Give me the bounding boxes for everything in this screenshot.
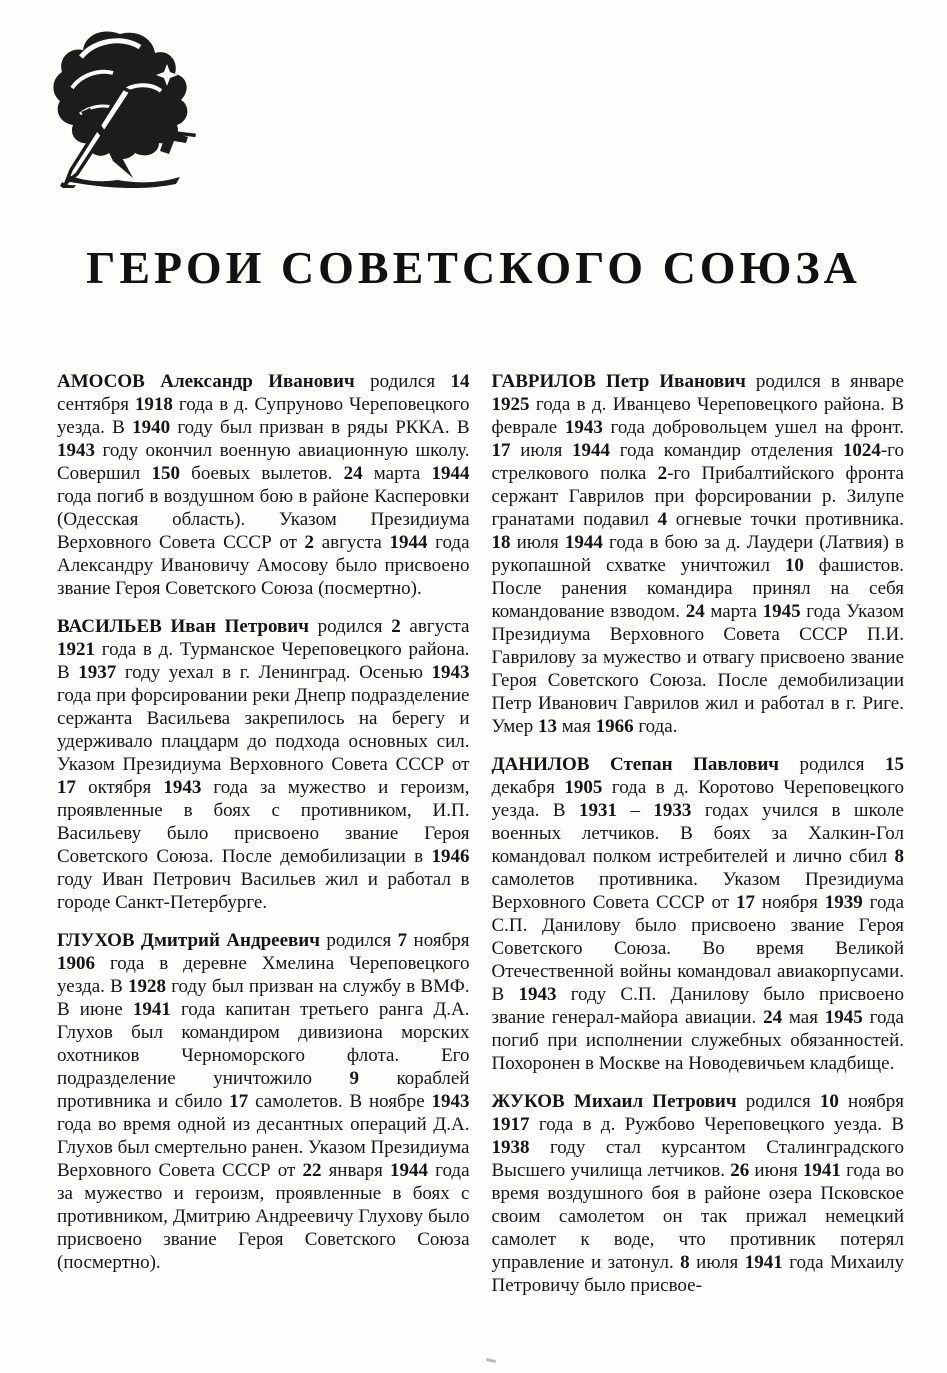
entry-text: родился 15 декабря 1905 года в д. Коротово Череповецкого уезда. В 1931 – 1933 годах учился в школе военных летчиков. В боях за Халкин-Гол командовал полком истребителей и лично сбил 8 самолетов противника. Указом Президиума Верховного Совета СССР от 17 ноября 1939 года С.П. Данилову было присвоено звание Героя Советского Союза. Во время Великой Отечественной войны командовал авиакорпусами. В 1943 году С.П. Данилову было присвоено звание генерал-майора авиации. 24 мая 1945 года погиб при исполнении служебных обязанностей. Похоронен в Москве на Новодевичьем кладбище. (491, 754, 905, 1074)
entry-text: родился 14 сентября 1918 года в д. Супруново Череповецкого уезда. В 1940 году был призван в ряды РККА. В 1943 году окончил военную авиационную школу. Совершил 150 боевых вылетов. 24 марта 1944 года погиб в воздушном бою в районе Касперовки (Одесская область). Указом Президиума Верховного Совета СССР от 2 августа 1944 года Александру Ивановичу Амосову было присвоено звание Героя Советского Союза (посмертно). (57, 371, 470, 599)
entry-text: родился в январе 1925 года в д. Иванцево Череповецкого района. В феврале 1943 года добровольцем ушел на фронт. 17 июля 1944 года командир отделения 1024-го стрелкового полка 2-го Прибалтийского фронта сержант Гаврилов при форсировании р. Зилупе гранатами подавил 4 огневые точки противника. 18 июля 1944 года в бою за д. Лаудери (Латвия) в рукопашной схватке уничтожил 10 фашистов. После ранения командира принял на себя командование взводом. 24 марта 1945 года Указом Президиума Верховного Совета СССР П.И. Гаврилову за мужество и отвагу присвоено звание Героя Советского Союза. После демобилизации Петр Иванович Гаврилов жил и работал в г. Риге. Умер 13 мая 1966 года. (491, 371, 905, 737)
entry-text: родился 2 августа 1921 года в д. Турманское Череповецкого района. В 1937 году уехал в г. Ленинград. Осенью 1943 года при форсировании реки Днепр подразделение сержанта Васильева закрепилось на берегу и удерживало плацдарм до подхода основных сил. Указом Президиума Верховного Совета СССР от 17 октября 1943 года за мужество и героизм, проявленные в боях с противником, И.П. Васильеву было присвоено звание Героя Советского Союза. После демобилизации в 1946 году Иван Петрович Васильев жил и работал в городе Санкт-Петербурге. (57, 616, 470, 913)
biography-entry-glukhov (57, 929, 470, 1274)
entry-name: ГЛУХОВ Дмитрий Андреевич (57, 930, 320, 951)
entry-text: родился 10 ноября 1917 года в д. Ружбово Череповецкого уезда. В 1938 году стал курсантом Сталинградского Высшего училища летчиков. 26 июня 1941 года во время воздушного боя в районе озера Псковское своим самолетом он так прижал немецкий самолет к воде, что противник потерял управление и затонул. 8 июля 1941 года Михаилу Петровичу было присвое- (491, 1091, 905, 1296)
page-title: ГЕРОИ СОВЕТСКОГО СОЮЗА (86, 242, 861, 293)
entry-text: родился 7 ноября 1906 года в деревне Хмелина Череповецкого уезда. В 1928 году был призван на службу в ВМФ. В июне 1941 года капитан третьего ранга Д.А. Глухов был командиром дивизиона морских охотников Черноморского флота. Его подразделение уничтожило 9 кораблей противника и сбило 17 самолетов. В ноябре 1943 года во время одной из десантных операций Д.А. Глухов был смертельно ранен. Указом Президиума Верховного Совета СССР от 22 января 1944 года за мужество и героизм, проявленные в боях с противником, Дмитрию Андреевичу Глухову было присвоено звание Героя Советского Союза (посмертно). (57, 930, 470, 1273)
biography-entry-amosov (57, 370, 470, 600)
entry-name: ГАВРИЛОВ Петр Иванович (491, 371, 746, 392)
entry-name: АМОСОВ Александр Иванович (57, 371, 355, 392)
right-column (492, 370, 905, 1297)
two-column-text (57, 370, 904, 1297)
chapter-vignette-illustration (50, 26, 198, 188)
biography-entry-zhukov (492, 1090, 905, 1297)
biography-entry-vasiliev (57, 615, 470, 914)
entry-name: ЖУКОВ Михаил Петрович (491, 1091, 737, 1112)
entry-name: ДАНИЛОВ Степан Павлович (491, 754, 780, 775)
entry-name: ВАСИЛЬЕВ Иван Петрович (57, 616, 309, 637)
woodcut-illustration-icon (50, 26, 198, 188)
scan-artifact-mark (486, 1358, 496, 1363)
biography-entry-danilov (492, 753, 905, 1075)
left-column (57, 370, 470, 1297)
biography-entry-gavrilov (492, 370, 905, 738)
